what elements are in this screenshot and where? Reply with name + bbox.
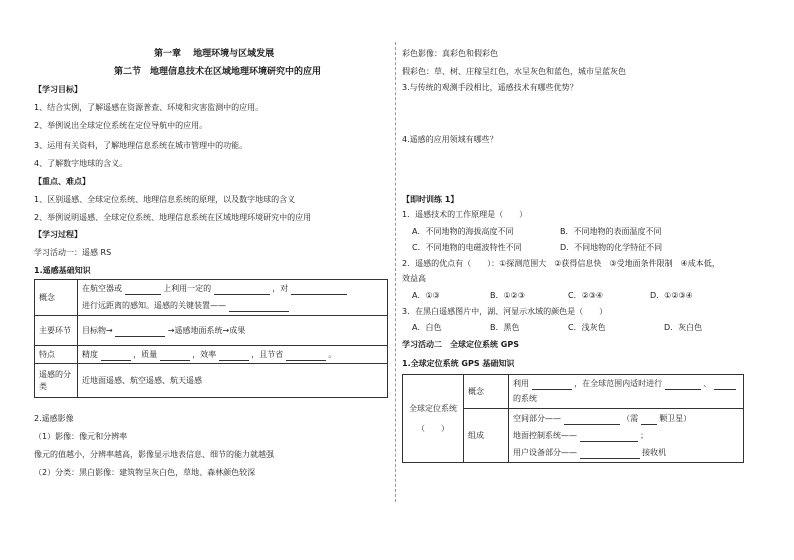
q1-option-d[interactable]: D．不同地物的化学特征不同 — [560, 243, 663, 252]
gps-concept-cell — [509, 375, 744, 409]
q2-option-c[interactable]: C．②③④ — [568, 291, 604, 300]
q1-option-c[interactable]: C．不同地物的电磁波特性不同 — [412, 243, 522, 252]
rs-features-text: ，质量 — [133, 349, 158, 359]
gps-concept-text: 的系统 — [513, 394, 537, 403]
practice-heading: 【即时训练 1】 — [402, 195, 459, 204]
rs-class-text: 近地面遥感、航空遥感、航天遥感 — [78, 364, 388, 398]
goal-item: 2、举例说出全球定位系统在定位导航中的应用。 — [34, 121, 208, 130]
q1-option-a[interactable]: A．不同地物的海拔高度不同 — [412, 227, 514, 236]
goal-item: 3、运用有关资料，了解地理信息系统在城市管理中的功能。 — [34, 141, 248, 150]
gps-concept-text: ，在全球范围内适时进行 — [574, 379, 663, 388]
blank-field[interactable] — [580, 449, 640, 459]
blank-field[interactable] — [291, 285, 347, 295]
rs-features-text: ，效率 — [192, 349, 217, 359]
false-color-line: 假彩色：草、树、庄稼呈红色，水呈灰色和蓝色，城市呈蓝灰色 — [402, 67, 626, 76]
blank-field[interactable] — [125, 285, 161, 295]
practice-q3: 3．在黑白遥感图片中，湖、河显示水域的颜色是（ ） — [402, 307, 608, 316]
practice-q2: 2．遥感的优点有（ ）：①探测范围大 ②获得信息快 ③受地面条件限制 ④成本低， — [402, 259, 720, 268]
rs-features-text: 精度 — [82, 349, 98, 359]
key-item: 1、区别遥感、全球定位系统、地理信息系统的原理，以及数字地球的含义 — [34, 195, 296, 204]
blank-field[interactable] — [101, 351, 131, 361]
rs-basics-title: 1.遥感基础知识 — [34, 266, 91, 275]
rs-features-cell — [78, 346, 388, 364]
column-divider — [395, 42, 396, 502]
rs-concept-text: 进行远距离的感知。遥感的关键装置—— — [82, 301, 226, 310]
question-3: 3.与传统的观测手段相比，遥感技术有哪些优势？ — [402, 83, 578, 92]
rs-features-label: 特点 — [35, 346, 78, 364]
gps-system-cell — [403, 375, 464, 463]
blank-field[interactable] — [580, 432, 638, 442]
blank-field[interactable] — [229, 302, 289, 312]
gps-space-text: 颗卫星） — [659, 413, 692, 423]
blank-field[interactable] — [532, 380, 572, 390]
blank-field[interactable] — [286, 351, 326, 361]
rs-concept-text: ，对 — [272, 284, 289, 293]
blank-field[interactable] — [641, 415, 657, 425]
rs-basics-table — [34, 279, 388, 398]
gps-components-label: 组成 — [464, 409, 509, 463]
rs-features-text: 。 — [328, 349, 337, 359]
gps-system-label: 全球定位系统 — [409, 403, 457, 413]
gps-ground-text: 地面控制系统—— — [513, 430, 577, 440]
gps-concept-text: 利用 — [513, 379, 529, 388]
gps-concept-text: 、 — [703, 379, 712, 388]
process-heading: 【学习过程】 — [34, 230, 82, 239]
gps-table — [402, 374, 744, 463]
rs-images-line: （1）影像：像元和分辨率 — [34, 432, 128, 441]
gps-concept-label: 概念 — [464, 375, 509, 409]
rs-steps-label: 主要环节 — [35, 316, 78, 346]
goal-item: 4、了解数字地球的含义。 — [34, 159, 128, 168]
rs-concept-text: 上利用一定的 — [163, 284, 212, 293]
question-4: 4.遥感的应用领域有哪些？ — [402, 135, 498, 144]
gps-space-text: 空间部分—— — [513, 413, 561, 423]
rs-steps-text: →遥感地面系统→成果 — [167, 325, 246, 335]
q3-option-b[interactable]: B．黑色 — [490, 323, 520, 332]
rs-class-label: 遥感的分类 — [35, 364, 78, 398]
practice-q1: 1．遥感技术的工作原理是（ ） — [402, 210, 528, 219]
rs-images-title: 2.遥感影像 — [34, 414, 74, 423]
chapter-title: 第一章 地理环境与区域发展 — [154, 49, 275, 59]
key-heading: 【重点、难点】 — [34, 177, 90, 186]
activity2-title: 学习活动二 全球定位系统 GPS — [402, 340, 519, 349]
rs-concept-cell — [78, 280, 388, 316]
q1-option-b[interactable]: B．不同地物的表面温度不同 — [560, 227, 662, 236]
gps-ground-text: ； — [640, 430, 649, 440]
q2-option-d[interactable]: D．①②③④ — [650, 291, 693, 300]
blank-field[interactable] — [214, 285, 270, 295]
rs-concept-text: 在航空器或 — [82, 284, 122, 293]
goal-item: 1、结合实例，了解遥感在资源普查、环境和灾害监测中的应用。 — [34, 103, 264, 112]
activity1-title: 学习活动一：遥感 RS — [34, 248, 112, 257]
practice-q2-cont: 效益高 — [402, 274, 426, 283]
blank-field[interactable] — [160, 351, 190, 361]
goals-heading: 【学习目标】 — [34, 85, 82, 94]
rs-images-line: 像元的值越小，分辨率越高，影像显示地表信息、细节的能力就越强 — [34, 450, 274, 459]
blank-field[interactable] — [115, 327, 165, 337]
key-item: 2、举例说明遥感、全球定位系统、地理信息系统在区域地理环境研究中的应用 — [34, 213, 312, 222]
section-title: 第二节 地理信息技术在区域地理环境研究中的应用 — [114, 67, 322, 77]
rs-concept-label: 概念 — [35, 280, 78, 316]
blank-field[interactable] — [665, 380, 701, 390]
q2-option-b[interactable]: B．①②③ — [490, 291, 526, 300]
q3-option-d[interactable]: D．灰白色 — [664, 323, 703, 332]
rs-images-line: （2）分类：黑白影像：建筑物呈灰白色，草地、森林颜色较深 — [34, 468, 256, 477]
gps-space-text: （需 — [622, 413, 639, 423]
gps-user-text: 接收机 — [642, 447, 667, 457]
rs-features-text: ，且节省 — [251, 349, 284, 359]
q3-option-a[interactable]: A．白色 — [412, 323, 442, 332]
gps-system-paren: （ ） — [417, 423, 449, 433]
gps-basics-title: 1.全球定位系统 GPS 基础知识 — [402, 359, 515, 368]
rs-steps-text: 目标物→ — [82, 325, 113, 335]
q2-option-a[interactable]: A．①③ — [412, 291, 440, 300]
blank-field[interactable] — [219, 351, 249, 361]
rs-steps-cell — [78, 316, 388, 346]
gps-user-text: 用户设备部分—— — [513, 447, 577, 457]
blank-field[interactable] — [564, 415, 620, 425]
q3-option-c[interactable]: C．浅灰色 — [568, 323, 606, 332]
color-image-line: 彩色影像：真彩色和假彩色 — [402, 49, 498, 58]
gps-components-cell — [509, 409, 744, 463]
blank-field[interactable] — [714, 380, 736, 390]
